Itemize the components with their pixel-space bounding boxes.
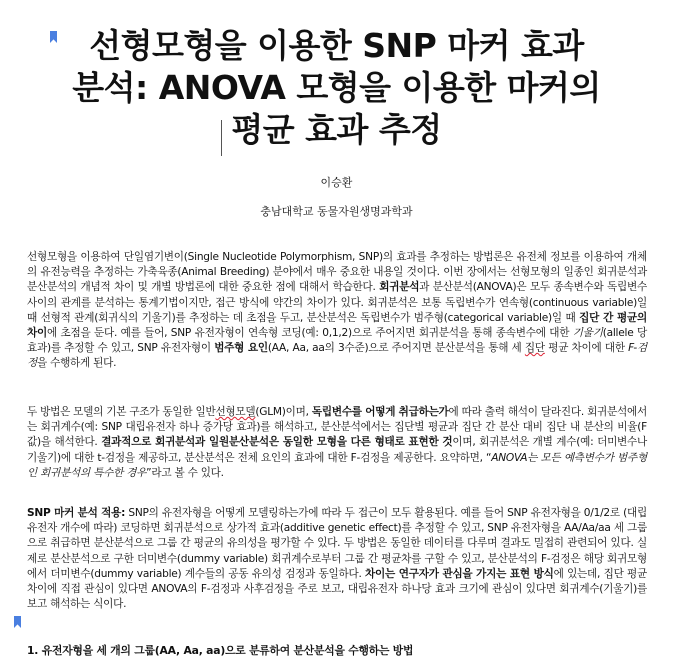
italic-run: 기울기 xyxy=(572,327,603,340)
spellcheck-underlined-word[interactable]: 선형모델 xyxy=(215,406,256,418)
paragraph-snp-application xyxy=(27,506,647,612)
author-name: 이승환 xyxy=(320,176,353,189)
section-heading: 1. 유전자형을 세 개의 그룹(AA, Aa, aa)으로 분류하여 분산분석을 수행하는 방법 xyxy=(27,644,414,657)
bold-run: 범주형 요인 xyxy=(214,342,268,355)
paragraph-comparison xyxy=(27,405,647,481)
italic-run: ANOVA는 모든 예측변수가 범주형인 회귀분석의 특수한 경우 xyxy=(27,451,647,479)
text-run: ”라고 볼 수 있다. xyxy=(146,466,224,479)
text-run: (AA, Aa, aa의 3수준)으로 주어지면 분산분석을 통해 세 xyxy=(267,342,525,355)
bold-run: SNP 마커 분석 적용: xyxy=(27,507,126,519)
text-run: 이며, 회귀분석은 개별 계수(예: 더미변수나 기울기)에 대한 t-검정을 제공하고, 분산분석은 전체 요인의 효과에 대한 F-검정을 제공한다. 요약하면, “ xyxy=(27,436,648,464)
bold-run: 집단 간 평균의 차이 xyxy=(27,311,647,340)
text-run: (allele 당 효과)를 추정할 수 있고, SNP 유전자형이 xyxy=(27,327,648,355)
title-line-1: 선형모형을 이용한 SNP 마커 효과 xyxy=(89,26,584,65)
text-run: 에 초점을 둔다. 예를 들어, SNP 유전자형이 연속형 코딩(예: 0,1,2)으로 주어지면 회귀분석을 통해 종속변수에 대한 xyxy=(46,327,573,340)
text-run: SNP의 유전자형을 어떻게 모델링하는가에 따라 두 접근이 모두 활용된다. 예를 들어 SNP 유전자형을 0/1/2로 (대립유전자 개수에 따라) 코딩하면 회귀분석으로 상가적 효과(additive genetic effect)를 추정할 수 있고, SNP 유전자형을 AA/Aa/aa 세 그룹으로 취급하면 분산분석으로 그룹 간 평균의 유의성을 평가할 수 있다. 두 방법은 동일한 데이터를 다루며 결과도 밀접히 관련되어 있다. 실제로 분산분석으로 구한 더미변수(dummy variable) 회귀계수로부터 그룹 간 평균차를 구할 수 있고, 분산분석의 F-검정은 해당 회귀모형에서 더미변수(dummy variable) 계수들의 공동 유의성 검정과 동일하다. xyxy=(27,507,647,580)
text-run: 선형모형을 이용하여 단일염기변이(Single Nucleotide Polymorphism, SNP)의 효과를 추정하는 방법론은 유전체 정보를 이용하여 개체의 유전능력을 추정하는 가축육종(Animal Breeding) 분야에서 매우 중요한 내용일 것이다. 이번 장에서는 선형모형의 일종인 회귀분석과 분산분석의 개념적 차이 및 개별 방법론에 대한 중요한 점에 대해서 학습한다. xyxy=(27,251,647,294)
paragraph-intro xyxy=(27,250,647,372)
text-run: 두 방법은 모델의 기본 구조가 동일한 일반 xyxy=(27,406,216,418)
text-run: 과 분산분석(ANOVA)은 모두 종속변수와 독립변수 사이의 관계를 분석하는 통계기법이지만, 접근 방식에 약간의 차이가 있다. 회귀분석은 보통 독립변수가 연속형(continuous variable)일 때 선형적 관계(회귀식의 기울기)를 추정하는 데 초점을 두고, 분산분석은 독립변수가 범주형(categorical variable)일 때 xyxy=(27,281,647,324)
bold-run: 차이는 연구자가 관심을 가지는 표현 방식 xyxy=(365,567,554,580)
text-run: 평균 차이에 대한 xyxy=(544,342,629,355)
author-affiliation: 충남대학교 동물자원생명과학과 xyxy=(260,205,413,218)
bold-run: 독립변수를 어떻게 취급하는가 xyxy=(311,406,449,418)
text-run: (GLM)이며, xyxy=(255,406,312,418)
bold-run: 결과적으로 회귀분석과 일원분산분석은 동일한 모형을 다른 형태로 표현한 것 xyxy=(101,436,453,449)
text-run: 에 있는데, 집단 평균 차이에 직접 관심이 있다면 ANOVA의 F-검정과 사후검정을 주로 보고, 대립유전자 하나당 효과 크기에 관심이 있다면 회귀계수(기울기)를 보고 해석하는 식이다. xyxy=(27,567,647,611)
text-run: 에 따라 출력 해석이 달라진다. 회귀분석에서는 회귀계수(예: SNP 대립유전자 하나 증가당 효과)를 해석하고, 분산분석에서는 집단별 평균과 집단 간 분산 대비 집단 내 분산의 비율(F값)을 해석한다. xyxy=(27,406,647,449)
document-title xyxy=(30,25,643,151)
spellcheck-underlined-word[interactable]: 집단 xyxy=(524,342,545,355)
text-run: 을 수행하게 된다. xyxy=(36,357,117,370)
bold-run: 회귀분석 xyxy=(379,281,420,294)
italic-run: F-검정 xyxy=(27,342,647,370)
bookmark-icon[interactable] xyxy=(14,616,21,628)
title-line-2: 분석: ANOVA 모형을 이용한 마커의 xyxy=(72,68,601,107)
text-cursor xyxy=(221,120,222,156)
title-line-3: 평균 효과 추정 xyxy=(231,110,442,149)
